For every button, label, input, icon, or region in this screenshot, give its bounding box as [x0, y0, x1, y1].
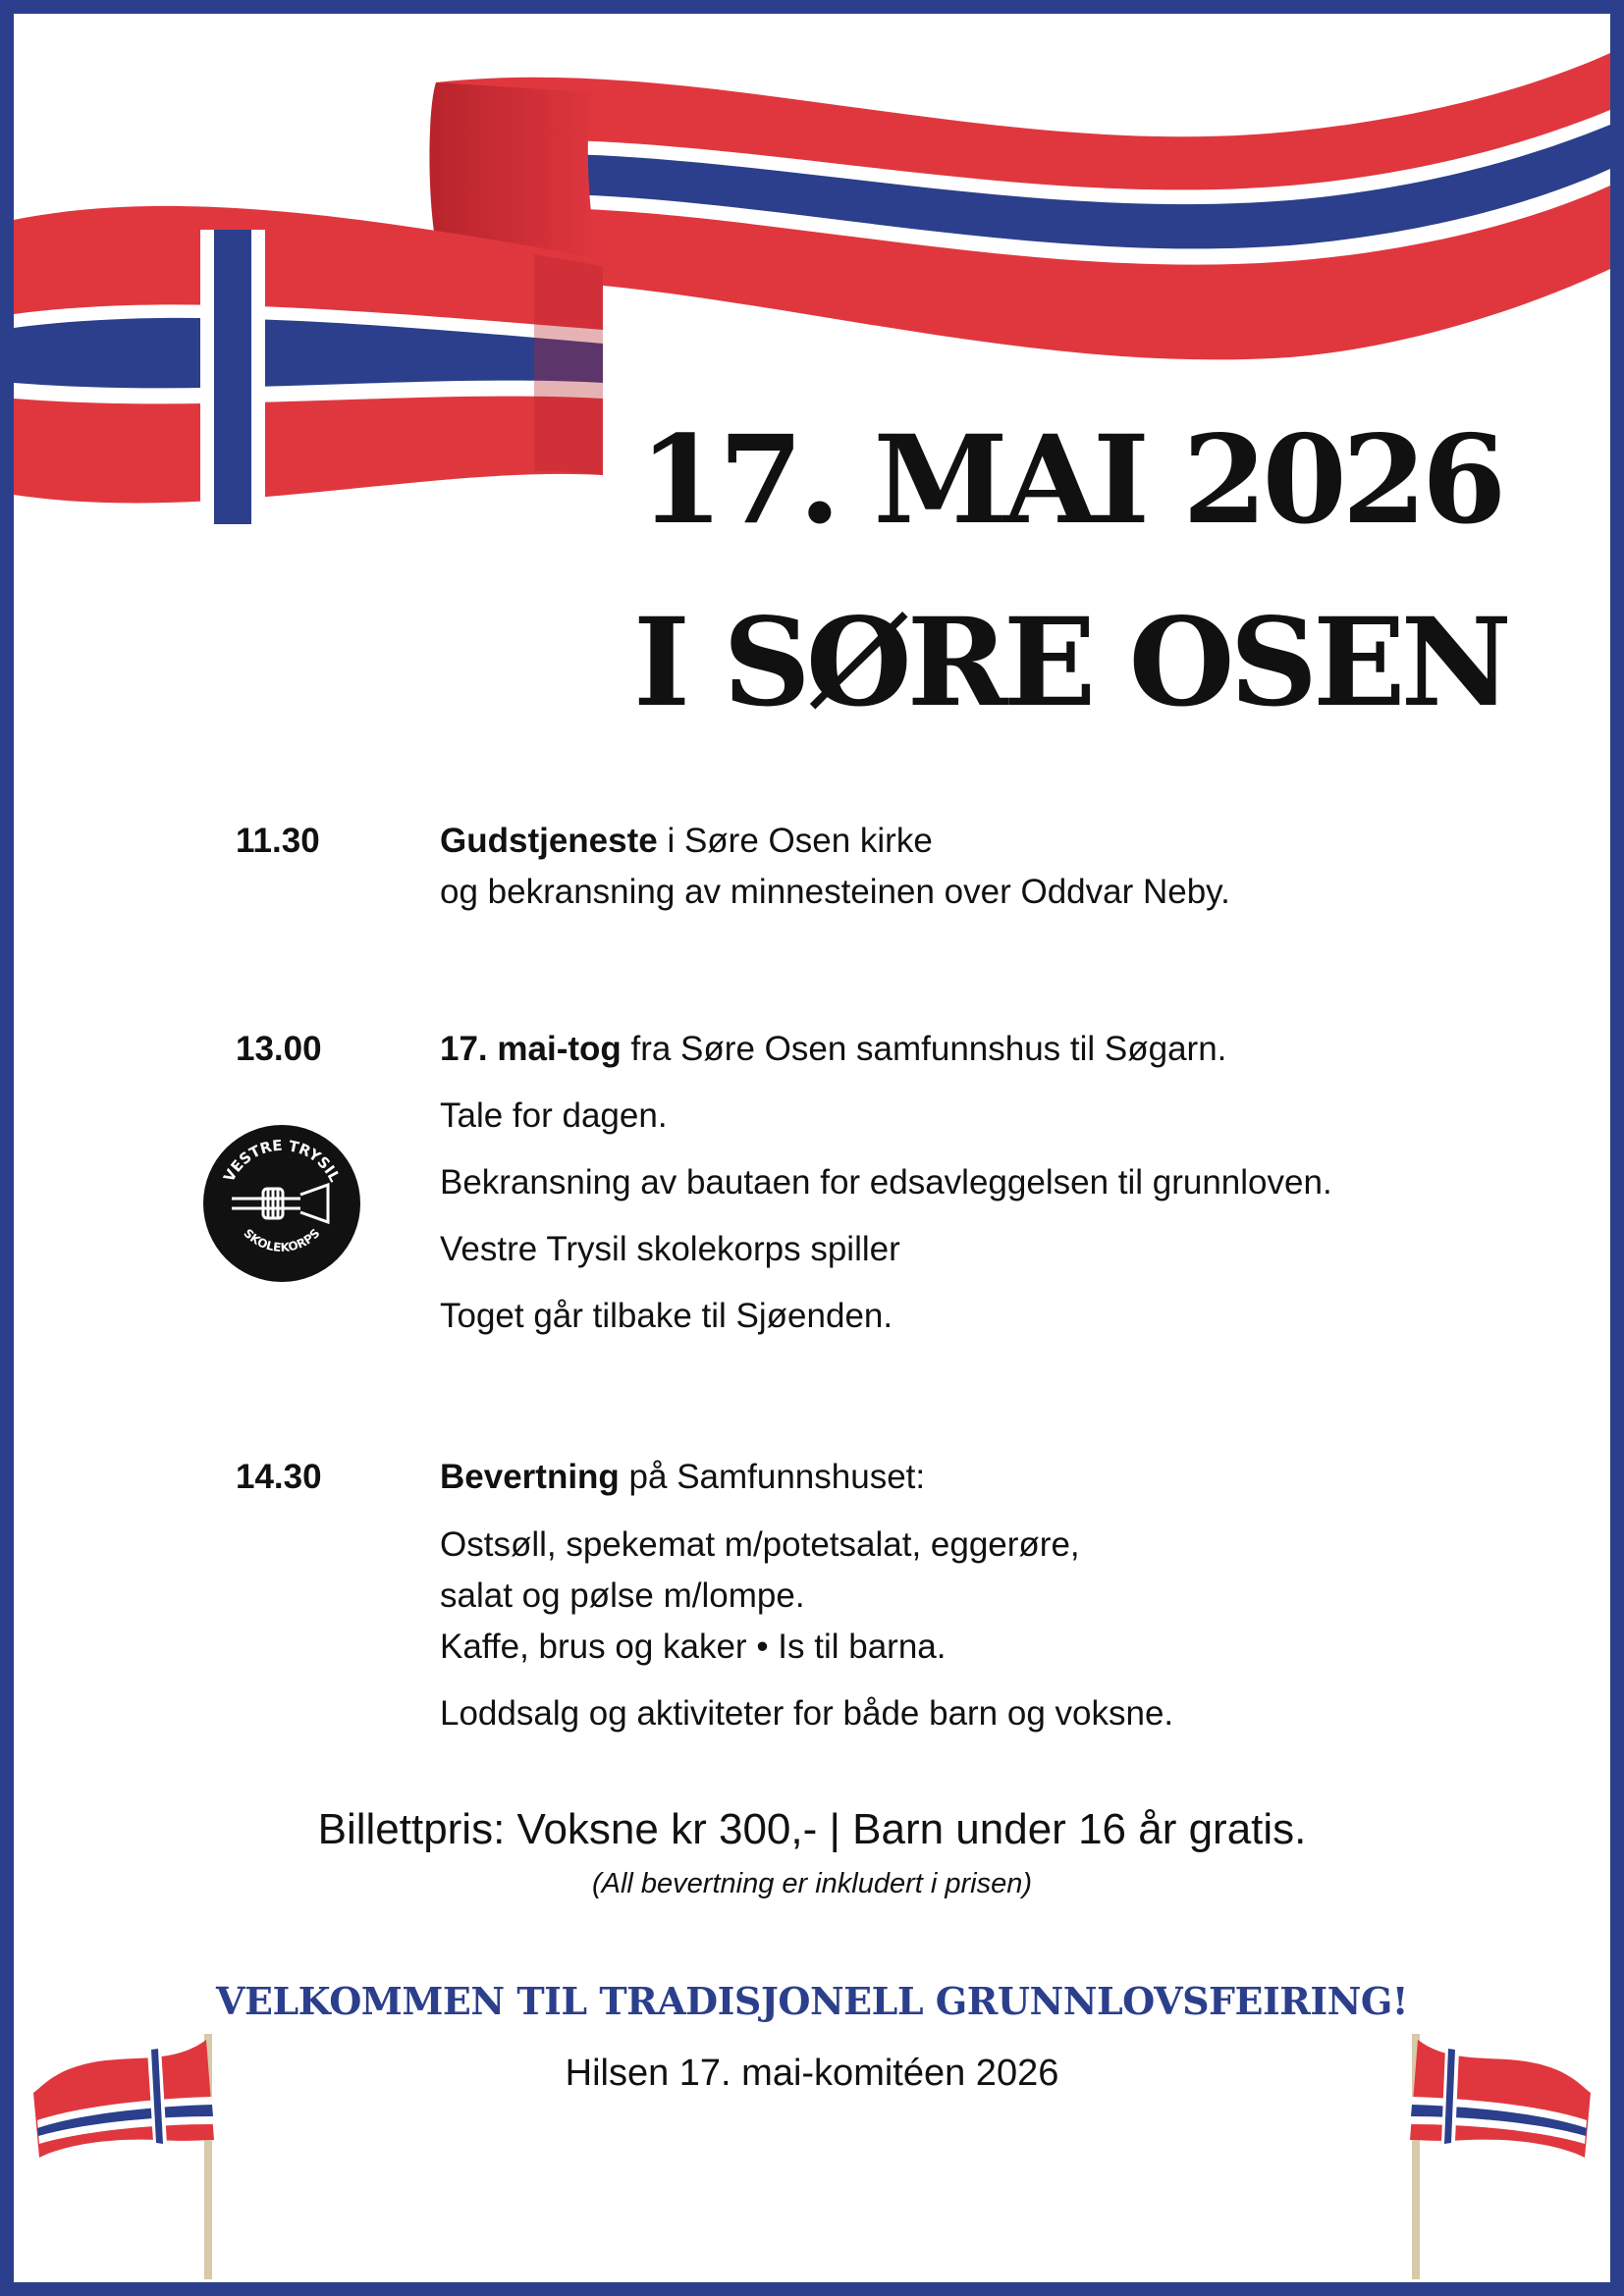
schedule-line: salat og pølse m/lompe. — [440, 1576, 805, 1615]
schedule-line-text: på Samfunnshuset: — [619, 1458, 926, 1496]
schedule-line: Kaffe, brus og kaker • Is til barna. — [440, 1628, 947, 1666]
schedule-time: 11.30 — [236, 822, 320, 860]
welcome-message: VELKOMMEN TIL TRADISJONELL GRUNNLOVSFEIRING! — [216, 1979, 1408, 2023]
schedule-time: 13.00 — [236, 1030, 322, 1068]
schedule-line — [440, 821, 933, 862]
schedule-line-text: fra Søre Osen samfunnshus til Søgarn. — [621, 1030, 1227, 1068]
schedule-line — [440, 1457, 925, 1498]
page-title-place: I SØRE OSEN — [633, 592, 1507, 734]
schedule-line-bold: Gudstjeneste — [440, 822, 658, 860]
logo-bottom-text: SKOLEKORPS — [241, 1226, 323, 1255]
skolekorps-logo — [202, 1124, 361, 1283]
schedule-line: Loddsalg og aktiviteter for både barn og voksne. — [440, 1694, 1174, 1733]
schedule-line: Toget går tilbake til Sjøenden. — [440, 1297, 893, 1335]
page-title-date: 17. MAI 2026 — [638, 409, 1502, 552]
schedule-line: Tale for dagen. — [440, 1096, 668, 1135]
greeting-signature: Hilsen 17. mai-komitéen 2026 — [565, 2053, 1059, 2094]
logo-top-text: VESTRE TRYSIL — [220, 1136, 345, 1186]
norwegian-flag-icon — [29, 2030, 226, 2281]
schedule-time: 14.30 — [236, 1458, 322, 1496]
schedule-line — [440, 1029, 1226, 1070]
schedule-line-text: i Søre Osen kirke — [657, 822, 933, 860]
schedule-line: Bekransning av bautaen for edsavleggelsen til grunnloven. — [440, 1163, 1332, 1201]
schedule-line-bold: Bevertning — [440, 1458, 620, 1496]
schedule-line: Ostsøll, spekemat m/potetsalat, eggerøre, — [440, 1525, 1080, 1564]
price-note: (All bevertning er inkludert i prisen) — [591, 1868, 1033, 1899]
schedule-line: Vestre Trysil skolekorps spiller — [440, 1230, 900, 1268]
norwegian-flag-icon — [1398, 2030, 1595, 2281]
ticket-price: Billettpris: Voksne kr 300,- | Barn under 16 år gratis. — [317, 1805, 1307, 1853]
schedule-line: og bekransning av minnesteinen over Oddvar Neby. — [440, 873, 1230, 911]
schedule-line-bold: 17. mai-tog — [440, 1030, 622, 1068]
